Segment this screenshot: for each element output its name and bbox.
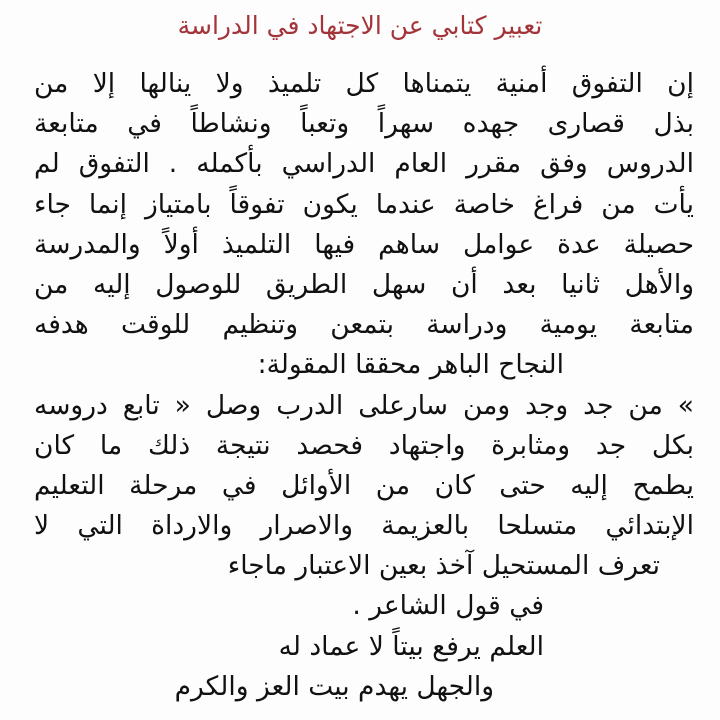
essay-body xyxy=(34,64,694,707)
essay-line: النجاح الباهر محققا المقولة: xyxy=(257,349,564,381)
essay-line: الإبتدائي متسلحا بالعزيمة والاصرار والارداة التي لا xyxy=(34,510,694,542)
poem-verse: والجهل يهدم بيت العز والكرم xyxy=(174,670,494,702)
poem-verse: العلم يرفع بيتاً لا عماد له xyxy=(278,630,544,662)
essay-line: إن التفوق أمنية يتمناها كل تلميذ ولا ينالها إلا من xyxy=(34,68,694,99)
essay-line: والأهل ثانيا بعد أن سهل الطريق للوصول إليه من xyxy=(34,268,694,300)
essay-line: متابعة يومية ودراسة بتمعن وتنظيم للوقت هدفه xyxy=(34,309,694,341)
essay-line: تعرف المستحيل آخذ بعين الاعتبار ماجاء xyxy=(227,550,660,582)
essay-line: يطمح إليه حتى كان من الأوائل في مرحلة التعليم xyxy=(34,469,694,501)
essay-line: في قول الشاعر . xyxy=(352,590,544,622)
essay-line: بكل جد ومثابرة واجتهاد فحصد نتيجة ذلك ما كان xyxy=(34,429,694,461)
essay-line: يأت من فراغ خاصة عندما يكون تفوقاً بامتياز إنما جاء xyxy=(34,188,694,220)
essay-title: تعبير كتابي عن الاجتهاد في الدراسة xyxy=(177,11,543,40)
essay-line: الدروس وفق مقرر العام الدراسي بأكمله . التفوق لم xyxy=(34,148,694,180)
essay-line: » من جد وجد ومن سارعلى الدرب وصل « تابع دروسه xyxy=(34,389,694,421)
essay-line: بذل قصارى جهده سهراً وتعباً ونشاطاً في متابعة xyxy=(34,108,694,140)
essay-line: حصيلة عدة عوامل ساهم فيها التلميذ أولاً والمدرسة xyxy=(34,228,694,260)
